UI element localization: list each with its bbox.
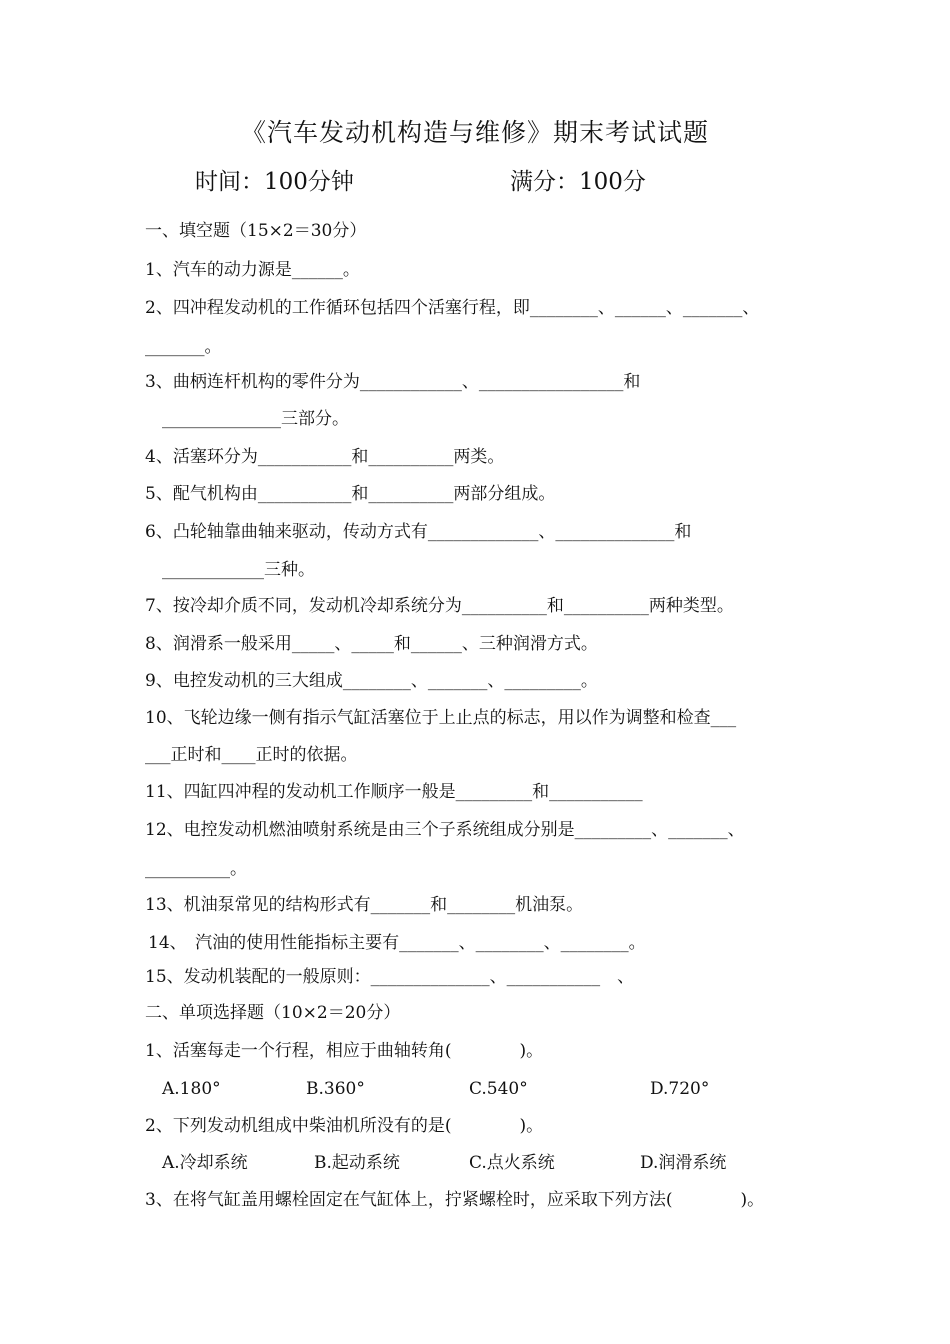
exam-full-score: 满分：100分 xyxy=(510,169,646,195)
choice-2-option-b: B.起动系统 xyxy=(314,1153,400,1173)
question-3-line-1: 3、曲柄连杆机构的零件分为____________、_________________和 xyxy=(145,372,641,392)
exam-time: 时间：100分钟 xyxy=(195,169,354,195)
question-5: 5、配气机构由___________和__________两部分组成。 xyxy=(145,484,556,504)
choice-question-3: 3、在将气缸盖用螺栓固定在气缸体上，拧紧螺栓时，应采取下列方法( )。 xyxy=(145,1190,765,1210)
question-8: 8、润滑系一般采用_____、_____和______、三种润滑方式。 xyxy=(145,634,598,654)
question-1: 1、汽车的动力源是______。 xyxy=(145,260,360,280)
question-2-line-1: 2、四冲程发动机的工作循环包括四个活塞行程，即________、______、_______、 xyxy=(145,298,760,318)
choice-question-1: 1、活塞每走一个行程，相应于曲轴转角( )。 xyxy=(145,1041,544,1061)
section-choice-heading: 二、单项选择题（10×2＝20分） xyxy=(145,1003,401,1023)
question-12-line-2: __________。 xyxy=(145,859,247,879)
exam-title: 《汽车发动机构造与维修》期末考试试题 xyxy=(240,118,709,147)
choice-1-option-d: D.720° xyxy=(650,1079,710,1099)
question-14: 14、 汽油的使用性能指标主要有_______、________、________。 xyxy=(148,933,646,953)
choice-question-2: 2、下列发动机组成中柴油机所没有的是( )。 xyxy=(145,1116,544,1136)
question-12-line-1: 12、电控发动机燃油喷射系统是由三个子系统组成分别是_________、_______、 xyxy=(145,820,745,840)
choice-2-option-d: D.润滑系统 xyxy=(640,1153,727,1173)
section-fill-blank-heading: 一、填空题（15×2＝30分） xyxy=(145,221,367,241)
question-15: 15、发动机装配的一般原则：______________、___________ 、 xyxy=(145,967,635,987)
question-13: 13、机油泵常见的结构形式有_______和________机油泵。 xyxy=(145,895,584,915)
choice-2-option-c: C.点火系统 xyxy=(469,1153,555,1173)
question-10-line-2: ___正时和____正时的依据。 xyxy=(145,745,358,765)
question-10-line-1: 10、飞轮边缘一侧有指示气缸活塞位于上止点的标志，用以作为调整和检查___ xyxy=(145,708,737,728)
question-9: 9、电控发动机的三大组成________、_______、_________。 xyxy=(145,671,598,691)
choice-1-option-c: C.540° xyxy=(469,1079,528,1099)
question-3-line-2: ______________三部分。 xyxy=(162,409,349,429)
question-6-line-1: 6、凸轮轴靠曲轴来驱动，传动方式有_____________、______________和 xyxy=(145,522,692,542)
question-6-line-2: ____________三种。 xyxy=(162,560,315,580)
question-4: 4、活塞环分为___________和__________两类。 xyxy=(145,447,505,467)
question-2-line-2: _______。 xyxy=(145,337,222,357)
choice-2-option-a: A.冷却系统 xyxy=(162,1153,248,1173)
choice-1-option-a: A.180° xyxy=(162,1079,221,1099)
question-7: 7、按冷却介质不同，发动机冷却系统分为__________和__________两种类型。 xyxy=(145,596,734,616)
question-11: 11、四缸四冲程的发动机工作顺序一般是_________和___________ xyxy=(145,782,643,802)
choice-1-option-b: B.360° xyxy=(306,1079,365,1099)
